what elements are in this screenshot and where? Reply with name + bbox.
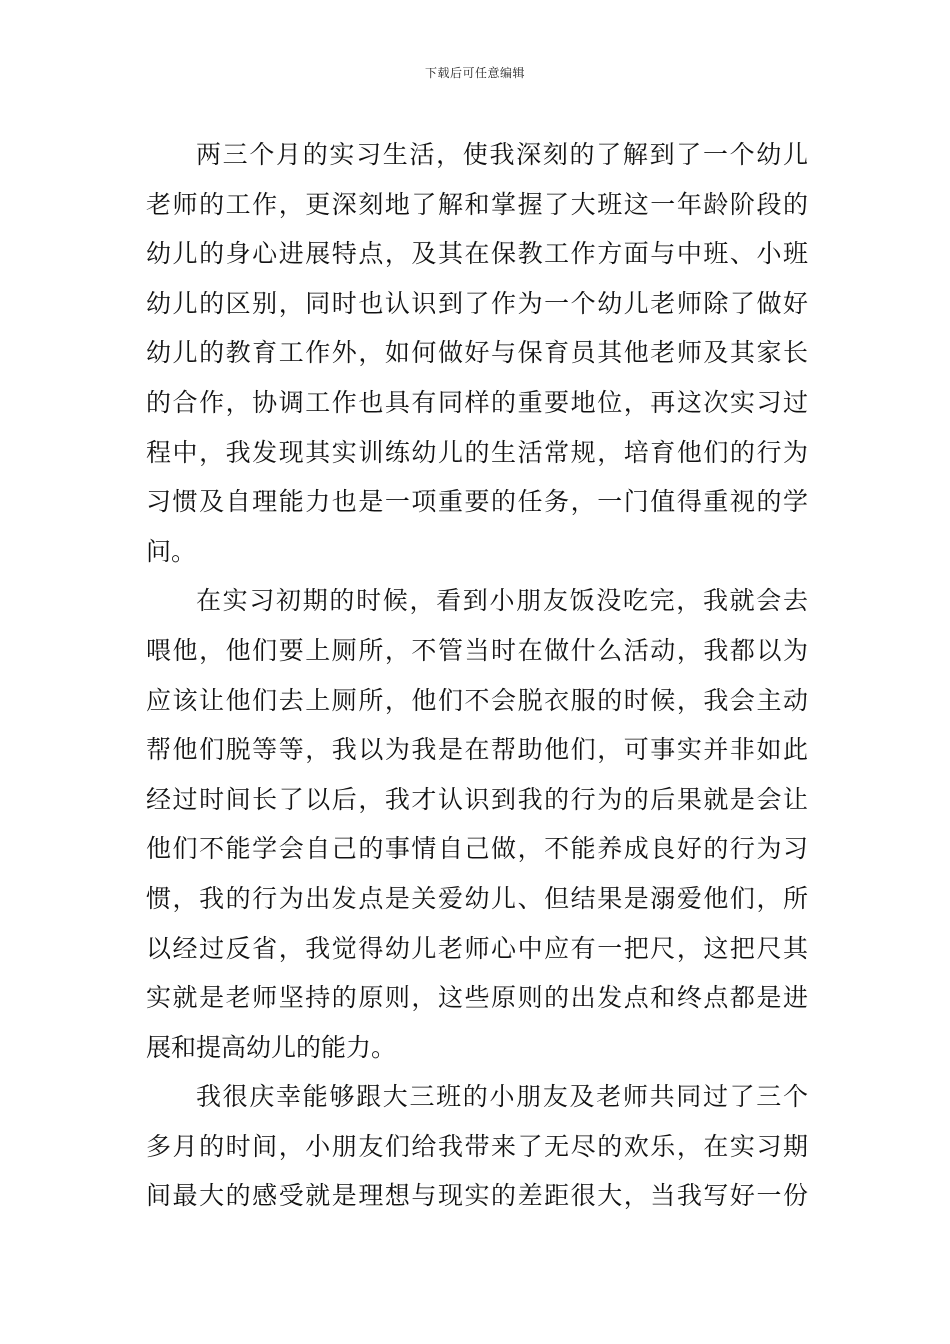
text-line: 在实习初期的时候，看到小朋友饭没吃完，我就会去 — [196, 586, 808, 616]
text-line: 喂他，他们要上厕所，不管当时在做什么活动，我都以为 — [146, 635, 808, 665]
text-line: 幼儿的身心进展特点，及其在保教工作方面与中班、小班 — [146, 239, 808, 269]
text-line: 多月的时间，小朋友们给我带来了无尽的欢乐，在实习期 — [146, 1131, 808, 1161]
text-line: 问。 — [146, 536, 197, 566]
text-line: 经过时间长了以后，我才认识到我的行为的后果就是会让 — [146, 784, 808, 814]
text-line: 幼儿的教育工作外，如何做好与保育员其他老师及其家长 — [146, 338, 808, 368]
paragraph-1 — [146, 130, 808, 576]
text-line: 程中，我发现其实训练幼儿的生活常规，培育他们的行为 — [146, 437, 808, 467]
document-body — [146, 130, 808, 1221]
text-line: 幼儿的区别，同时也认识到了作为一个幼儿老师除了做好 — [146, 288, 808, 318]
text-line: 以经过反省，我觉得幼儿老师心中应有一把尺，这把尺其 — [146, 933, 808, 963]
paragraph-3 — [146, 1072, 808, 1221]
text-line: 的合作，协调工作也具有同样的重要地位，再这次实习过 — [146, 387, 808, 417]
text-line: 两三个月的实习生活，使我深刻的了解到了一个幼儿 — [196, 140, 808, 169]
text-line: 展和提高幼儿的能力。 — [146, 1032, 397, 1062]
text-line: 应该让他们去上厕所，他们不会脱衣服的时候，我会主动 — [146, 685, 808, 715]
text-line: 我很庆幸能够跟大三班的小朋友及老师共同过了三个 — [196, 1082, 808, 1112]
text-line: 他们不能学会自己的事情自己做，不能养成良好的行为习 — [146, 834, 808, 864]
text-line: 帮他们脱等等，我以为我是在帮助他们，可事实并非如此 — [146, 735, 808, 765]
text-line: 间最大的感受就是理想与现实的差距很大，当我写好一份 — [146, 1181, 808, 1211]
text-line: 惯，我的行为出发点是关爱幼儿、但结果是溺爱他们，所 — [146, 883, 808, 913]
paragraph-2 — [146, 576, 808, 1072]
text-line: 实就是老师坚持的原则，这些原则的出发点和终点都是进 — [146, 983, 808, 1013]
text-line: 习惯及自理能力也是一项重要的任务，一门值得重视的学 — [146, 487, 808, 517]
page-header: 下载后可任意编辑 — [424, 66, 525, 80]
text-line: 老师的工作，更深刻地了解和掌握了大班这一年龄阶段的 — [146, 189, 808, 219]
